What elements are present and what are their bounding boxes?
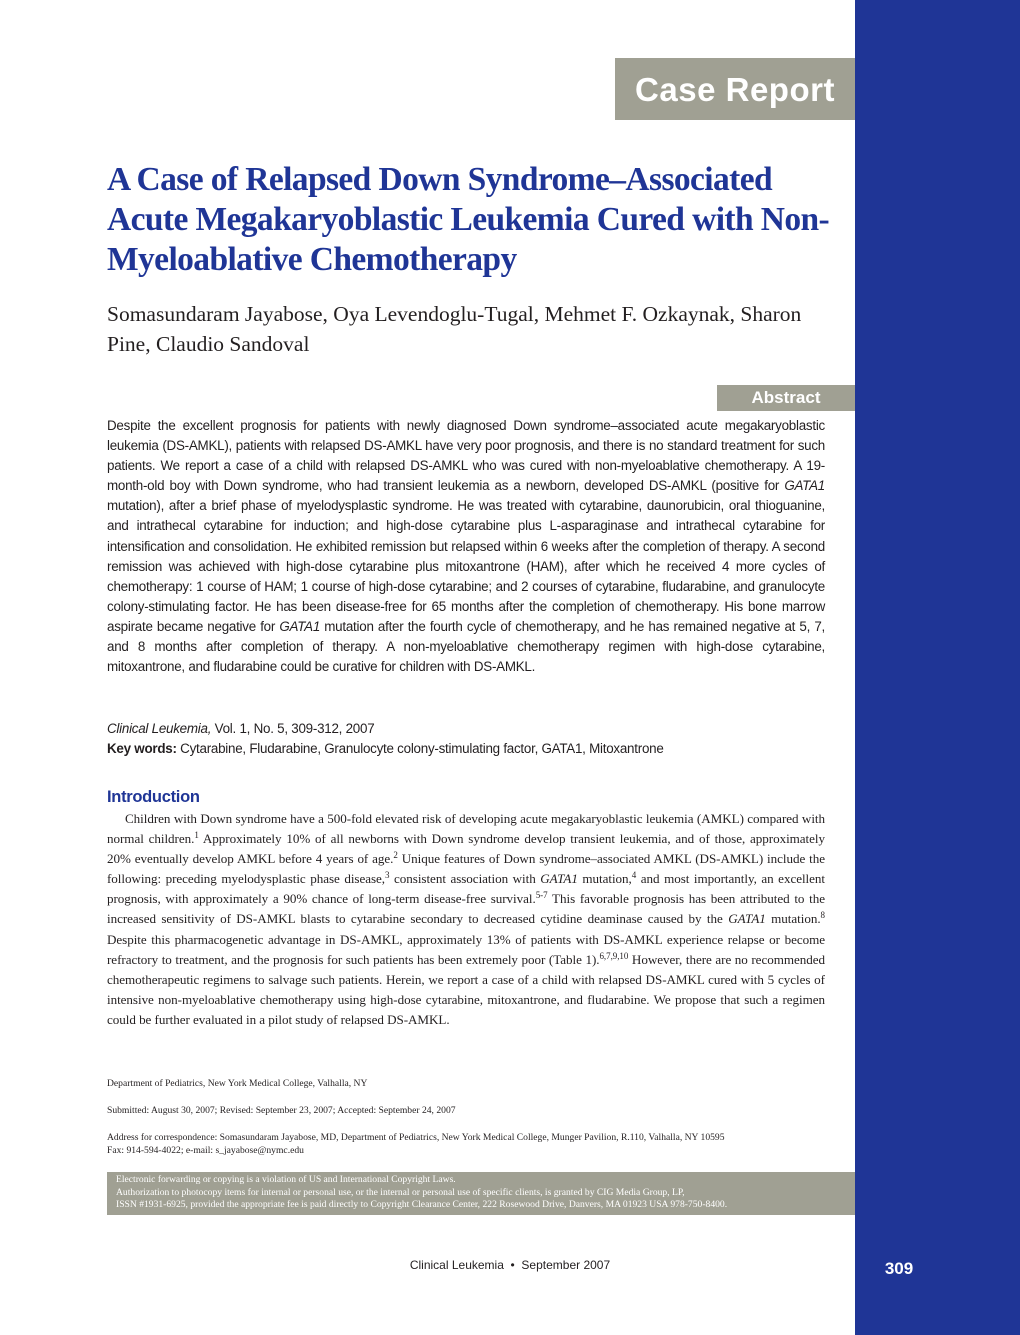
- footer-date: September 2007: [521, 1258, 611, 1272]
- journal-citation: Clinical Leukemia, Vol. 1, No. 5, 309-312, 2007: [107, 721, 375, 736]
- gene-name: GATA1: [728, 911, 766, 927]
- abstract-text: Despite the excellent prognosis for patients with newly diagnosed Down syndrome–associated acute megakaryoblastic leukemia (DS-AMKL), patients with relapsed DS-AMKL have very poor prognosis, and there is no standard treatment for such patients. We report a case of a child with relapsed DS-AMKL who was cured with non-myeloablative chemotherapy. A 19-month-old boy with Down syndrome, who had transient leukemia as a newborn, developed DS-AMKL (positive for GATA1 mutation), after a brief phase of myelodysplastic syndrome. He was treated with cytarabine, daunorubicin, oral thioguanine, and intrathecal cytarabine for induction; and high-dose cytarabine plus L-asparaginase and intrathecal cytarabine for intensification and consolidation. He exhibited remission but relapsed within 6 weeks after the completion of therapy. A second remission was achieved with high-dose cytarabine plus mitoxantrone (HAM), after which he received 4 more cycles of chemotherapy: 1 course of HAM; 1 course of high-dose cytarabine; and 2 courses of cytarabine, fludarabine, and granulocyte colony-stimulating factor. He has been disease-free for 65 months after the completion of chemotherapy. His bone marrow aspirate became negative for GATA1 mutation after the fourth cycle of chemotherapy, and he has remained negative at 5, 7, and 8 months after completion of therapy. A non-myeloablative chemotherapy regimen with high-dose cytarabine, mitoxantrone, and fludarabine could be curative for children with DS-AMKL.: [107, 418, 825, 675]
- abstract-label: Abstract: [717, 385, 855, 411]
- journal-name: Clinical Leukemia,: [107, 721, 212, 736]
- correspondence-contact: Fax: 914-594-4022; e-mail: s_jayabose@nymc.edu: [107, 1145, 304, 1156]
- submission-dates: Submitted: August 30, 2007; Revised: September 23, 2007; Accepted: September 24, 2007: [107, 1105, 456, 1116]
- introduction-heading: Introduction: [107, 788, 200, 806]
- affiliation-note: Department of Pediatrics, New York Medical College, Valhalla, NY: [107, 1078, 368, 1089]
- copyright-notice: [107, 1172, 855, 1215]
- keywords: Key words: Cytarabine, Fludarabine, Granulocyte colony-stimulating factor, GATA1, Mitoxantrone: [107, 741, 664, 756]
- copyright-line: Electronic forwarding or copying is a violation of US and International Copyright Laws.: [116, 1174, 456, 1185]
- right-sidebar-band: [855, 0, 1020, 1335]
- page-footer: [355, 1258, 665, 1272]
- reference-marker: 1: [194, 830, 199, 841]
- gene-name: GATA1: [540, 871, 578, 887]
- copyright-line: Authorization to photocopy items for internal or personal use, or the internal or personal use of specific clients, is granted by CIG Media Group, LP,: [116, 1186, 685, 1198]
- reference-marker: 2: [393, 850, 398, 861]
- keywords-label: Key words:: [107, 741, 177, 756]
- introduction-body: Children with Down syndrome have a 500-fold elevated risk of developing acute megakaryoblastic leukemia (AMKL) compared with normal children.$^1$ Approximately 10% of all newborns with Down syndrome develop transient leukemia, and of those, approximately 20% eventually develop AMKL before 4 years of age.$^2$ Unique features of Down syndrome–associated AMKL (DS-AMKL) include the following: preceding myelodysplastic phase disease,$^3$ consistent association with GATA1 mutation,$^4$ and most importantly, an excellent prognosis, with approximately a 90% chance of long-term disease-free survival.$^{5-7}$ This favorable prognosis has been attributed to the increased sensitivity of DS-AMKL blasts to cytarabine secondary to decreased cytidine deaminase caused by the GATA1 mutation.$^8$ Despite this pharmacogenetic advantage in DS-AMKL, approximately 13% of patients with DS-AMKL experience relapse or become refractory to treatment, and the prognosis for such patients has been extremely poor (Table 1).$^{6,7,9,10}$ However, there are no recommended chemotherapeutic regimens to salvage such patients. Herein, we report a case of a child with relapsed DS-AMKL cured with 5 cycles of intensive non-myeloablative chemotherapy using high-dose cytarabine, mitoxantrone, and fludarabine. We propose that such a regimen could be further evaluated in a pilot study of relapsed DS-AMKL.: [107, 811, 825, 1027]
- footer-separator: •: [510, 1258, 515, 1272]
- footer-journal: Clinical Leukemia: [409, 1258, 504, 1272]
- reference-marker: 8: [820, 910, 825, 921]
- correspondence-address: Address for correspondence: Somasundaram Jayabose, MD, Department of Pediatrics, New York Medical College, Munger Pavilion, R.110, Valhalla, NY 10595: [107, 1132, 725, 1143]
- page-number: 309: [884, 1259, 914, 1278]
- reference-marker: 4: [631, 870, 637, 881]
- copyright-line: ISSN #1931-6925, provided the appropriate fee is paid directly to Copyright Clearance Center, 222 Rosewood Drive, Danvers, MA 01923 USA 978-750-8400.: [116, 1199, 728, 1210]
- reference-marker: 3: [385, 870, 390, 881]
- section-label: Case Report: [615, 58, 855, 120]
- correspondence-note: [107, 1131, 827, 1157]
- reference-marker: 5-7: [535, 890, 548, 901]
- gene-name: GATA1: [279, 618, 321, 634]
- author-list: Somasundaram Jayabose, Oya Levendoglu-Tugal, Mehmet F. Ozkaynak, Sharon Pine, Claudio Sandoval: [107, 302, 802, 356]
- article-title: A Case of Relapsed Down Syndrome–Associated Acute Megakaryoblastic Leukemia Cured with Non-Myeloablative Chemotherapy: [107, 161, 830, 278]
- reference-marker: 6,7,9,10: [599, 950, 629, 961]
- gene-name: GATA1: [784, 478, 825, 494]
